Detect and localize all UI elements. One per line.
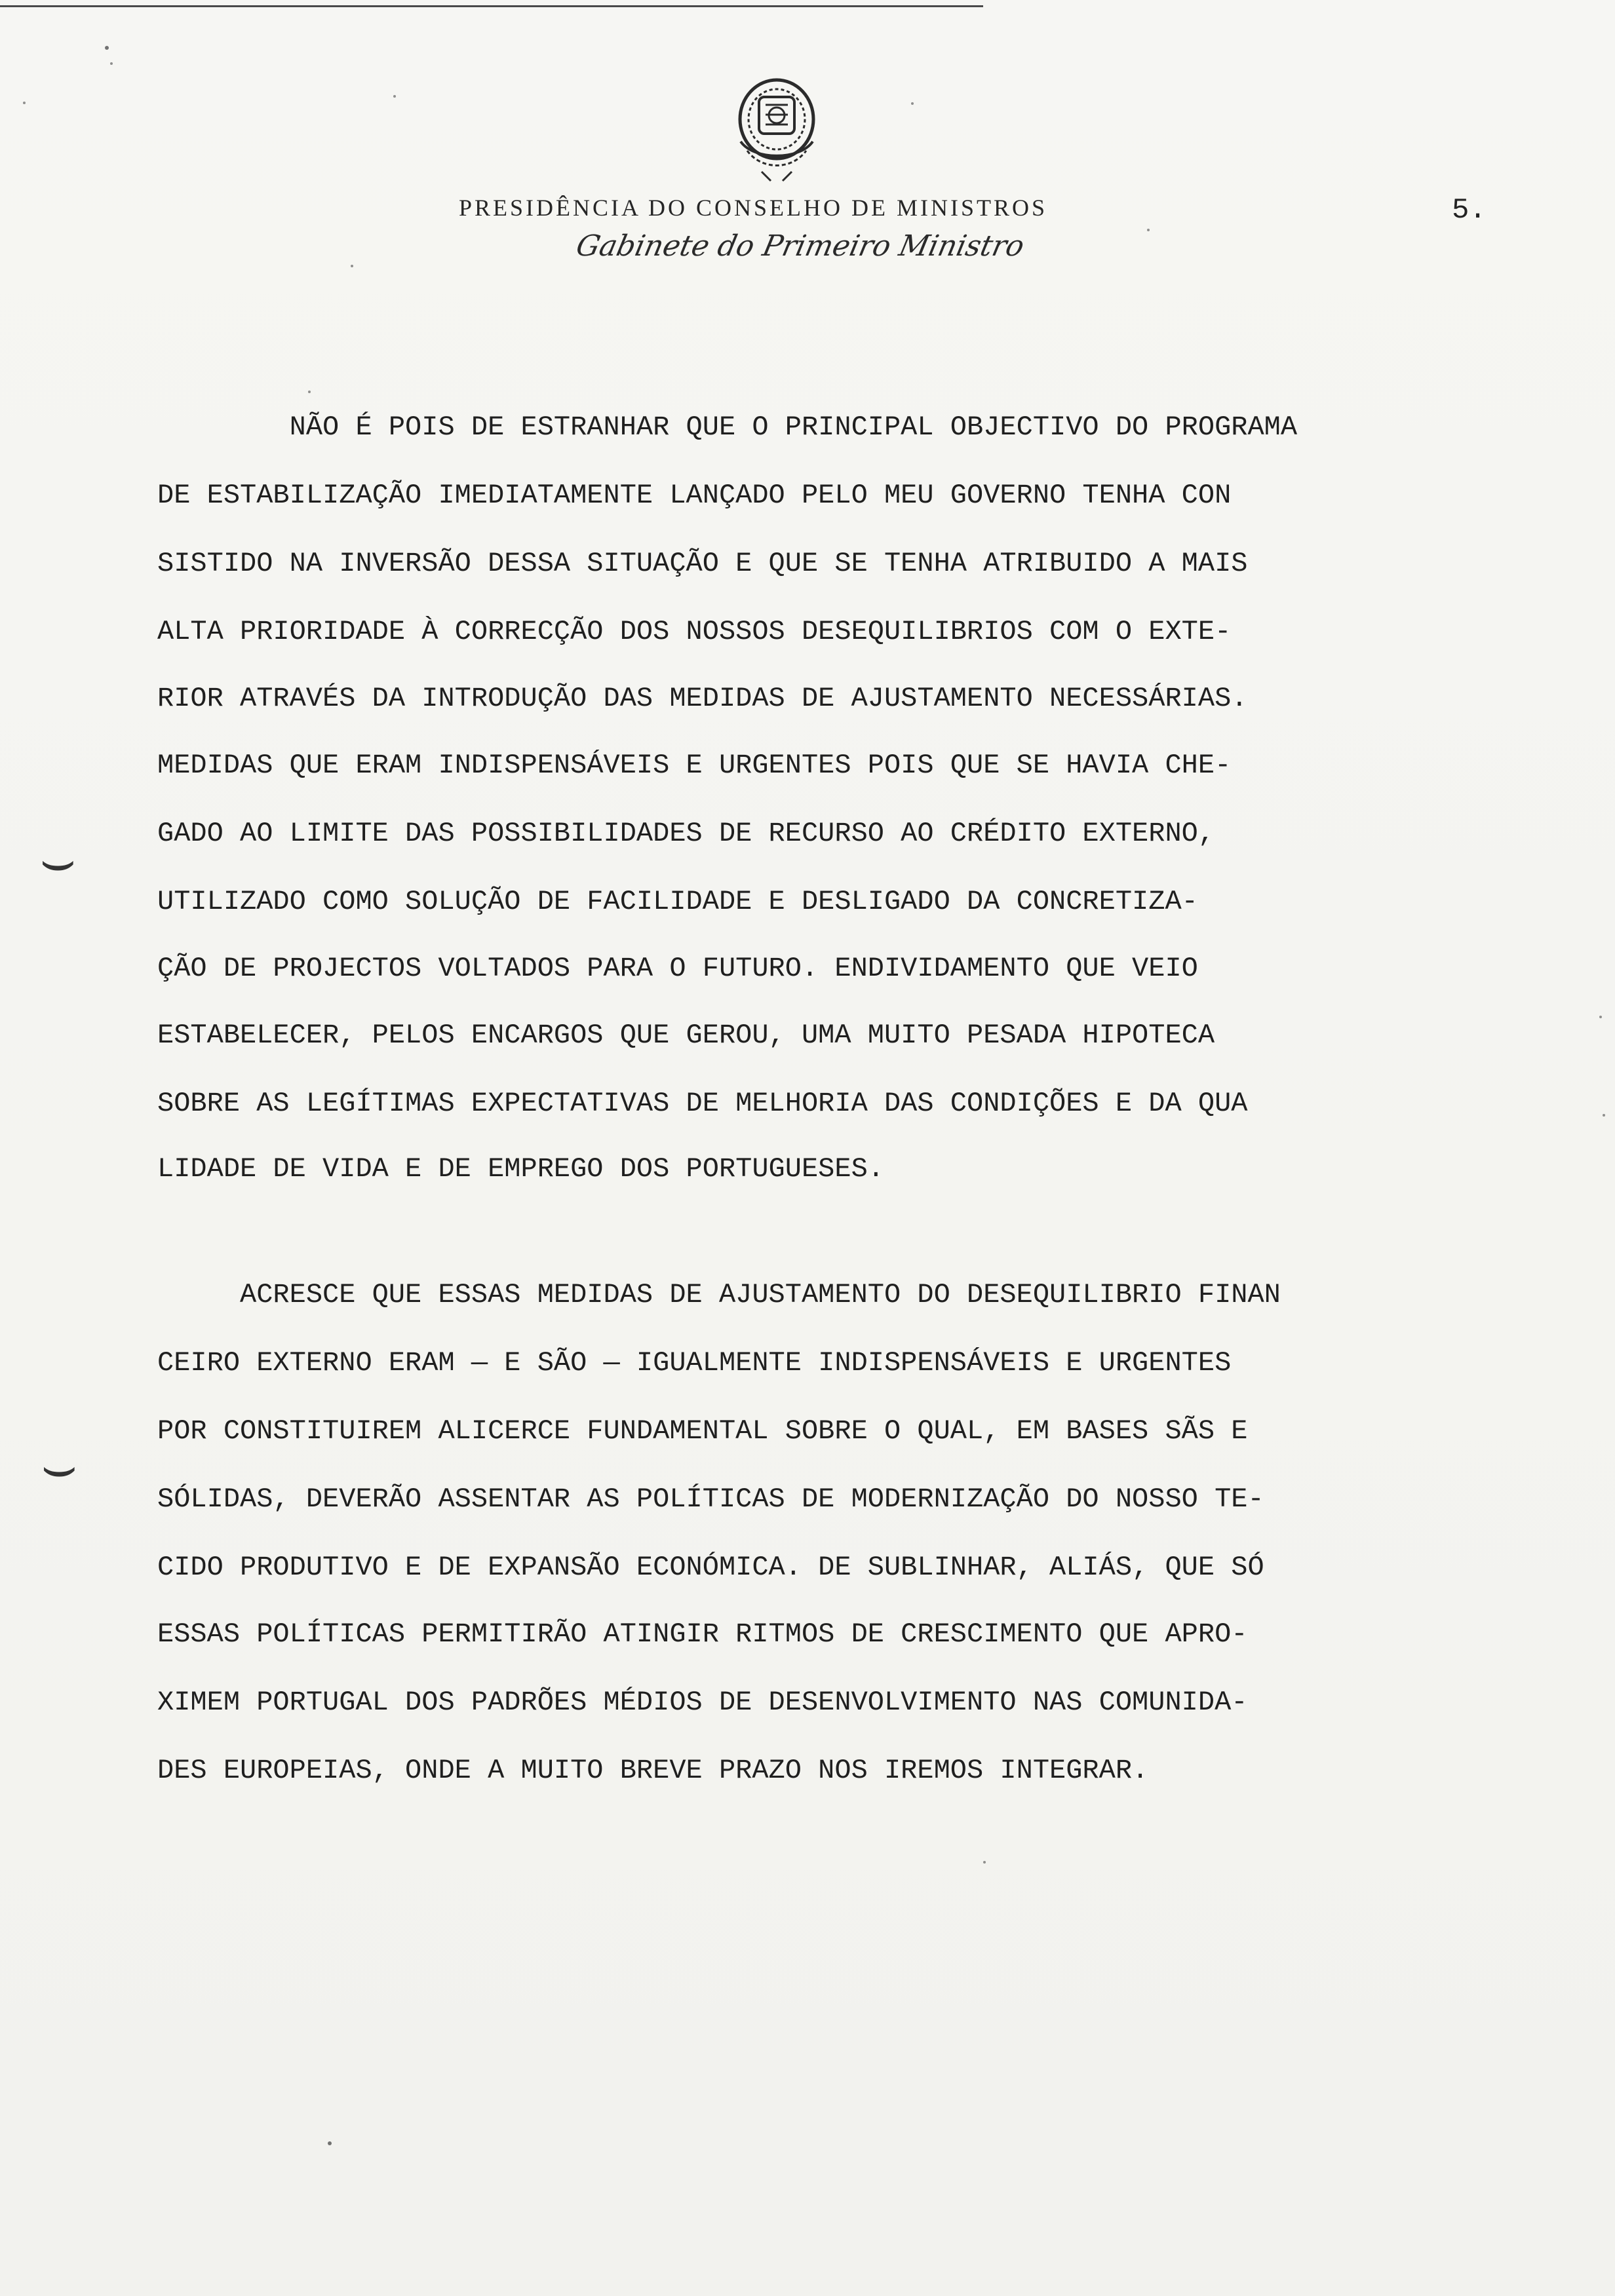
scan-speck (1599, 1016, 1602, 1018)
paragraph-2-line: ACRESCE QUE ESSAS MEDIDAS DE AJUSTAMENTO DO DESEQUILIBRIO FINAN (157, 1279, 1281, 1311)
paragraph-1-line: LIDADE DE VIDA E DE EMPREGO DOS PORTUGUESES. (157, 1153, 884, 1185)
margin-bracket-icon: ⌣ (39, 828, 77, 893)
paragraph-2-line: DES EUROPEIAS, ONDE A MUITO BREVE PRAZO NOS IREMOS INTEGRAR. (157, 1755, 1149, 1786)
scan-speck (1147, 229, 1150, 231)
paragraph-2-line: XIMEM PORTUGAL DOS PADRÕES MÉDIOS DE DESENVOLVIMENTO NAS COMUNIDA- (157, 1687, 1248, 1718)
paragraph-2-line: POR CONSTITUIREM ALICERCE FUNDAMENTAL SOBRE O QUAL, EM BASES SÃS E (157, 1415, 1248, 1447)
paragraph-1-line: GADO AO LIMITE DAS POSSIBILIDADES DE RECURSO AO CRÉDITO EXTERNO, (157, 818, 1215, 849)
paragraph-2-line: CIDO PRODUTIVO E DE EXPANSÃO ECONÓMICA. DE SUBLINHAR, ALIÁS, QUE SÓ (157, 1552, 1264, 1583)
scan-speck (911, 102, 914, 105)
coat-of-arms-seal-icon (728, 66, 826, 190)
scan-speck (308, 391, 311, 393)
scan-speck (328, 2141, 332, 2145)
scan-speck (393, 95, 396, 98)
header-subtitle: Gabinete do Primeiro Ministro (573, 229, 1028, 263)
paragraph-1-line: RIOR ATRAVÉS DA INTRODUÇÃO DAS MEDIDAS DE AJUSTAMENTO NECESSÁRIAS. (157, 683, 1248, 714)
paragraph-1-line: ESTABELECER, PELOS ENCARGOS QUE GEROU, UMA MUITO PESADA HIPOTECA (157, 1020, 1215, 1051)
scan-speck (1603, 1114, 1605, 1117)
scan-speck (351, 265, 353, 267)
paragraph-1-line: SOBRE AS LEGÍTIMAS EXPECTATIVAS DE MELHORIA DAS CONDIÇÕES E DA QUA (157, 1088, 1248, 1119)
scan-speck (983, 1861, 986, 1864)
header-title: PRESIDÊNCIA DO CONSELHO DE MINISTROS (459, 195, 1048, 221)
scan-speck (110, 62, 113, 65)
paragraph-1-line: SISTIDO NA INVERSÃO DESSA SITUAÇÃO E QUE SE TENHA ATRIBUIDO A MAIS (157, 548, 1248, 579)
paragraph-2-line: CEIRO EXTERNO ERAM — E SÃO — IGUALMENTE INDISPENSÁVEIS E URGENTES (157, 1347, 1232, 1379)
top-rule (0, 5, 983, 7)
paragraph-2-line: SÓLIDAS, DEVERÃO ASSENTAR AS POLÍTICAS DE MODERNIZAÇÃO DO NOSSO TE- (157, 1483, 1264, 1515)
paragraph-1-line: NÃO É POIS DE ESTRANHAR QUE O PRINCIPAL OBJECTIVO DO PROGRAMA (157, 411, 1298, 443)
paragraph-1-line: DE ESTABILIZAÇÃO IMEDIATAMENTE LANÇADO PELO MEU GOVERNO TENHA CON (157, 480, 1232, 511)
paragraph-1-line: MEDIDAS QUE ERAM INDISPENSÁVEIS E URGENTES POIS QUE SE HAVIA CHE- (157, 750, 1232, 781)
page-number: 5. (1452, 194, 1487, 227)
scan-speck (105, 46, 109, 50)
paragraph-1-line: UTILIZADO COMO SOLUÇÃO DE FACILIDADE E DESLIGADO DA CONCRETIZA- (157, 886, 1198, 917)
scan-speck (23, 102, 26, 104)
paragraph-1-line: ÇÃO DE PROJECTOS VOLTADOS PARA O FUTURO. ENDIVIDAMENTO QUE VEIO (157, 953, 1198, 984)
paragraph-1-line: ALTA PRIORIDADE À CORRECÇÃO DOS NOSSOS DESEQUILIBRIOS COM O EXTE- (157, 616, 1232, 647)
paragraph-2-line: ESSAS POLÍTICAS PERMITIRÃO ATINGIR RITMOS DE CRESCIMENTO QUE APRO- (157, 1618, 1248, 1650)
margin-bracket-icon: ⌣ (41, 1434, 78, 1499)
